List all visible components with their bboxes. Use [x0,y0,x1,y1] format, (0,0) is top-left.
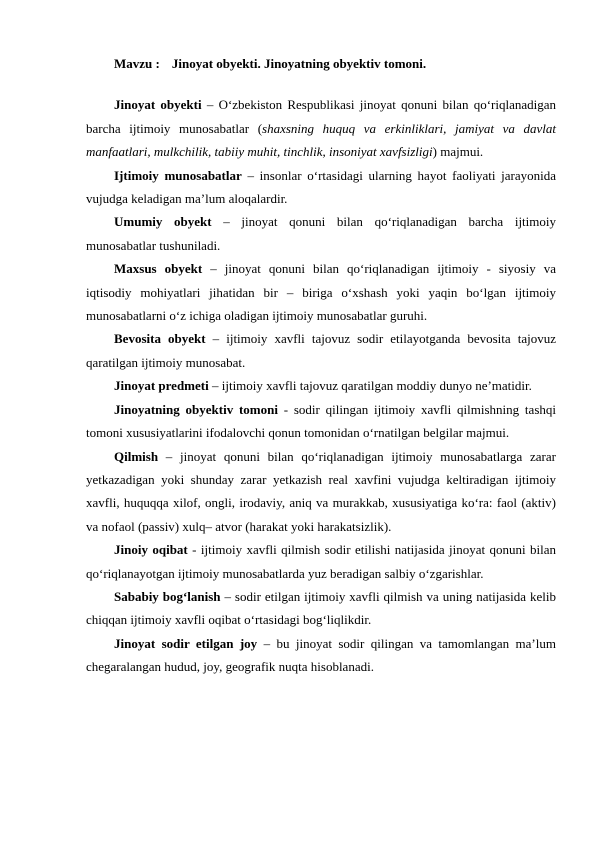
topic-title: Jinoyat obyekti. Jinoyatning obyektiv tomoni. [171,56,427,71]
definition-text: – insonlar o‘rtasidagi ularning hayot faoliyati jarayonida vujudga keladigan ma’lum aloqalardir. [86,167,557,207]
definition-term: Bevosita obyekt [114,331,206,347]
definition-term: Maxsus obyekt [114,261,203,277]
definition-term: Jinoyat obyekti [114,97,202,113]
definition-term: Jinoyat sodir etilgan joy [114,635,258,651]
topic-heading [86,52,556,75]
definition-term: Umumiy obyekt [114,214,212,230]
definition-term: Ijtimoiy munosabatlar [114,167,242,183]
definition-text: – jinoyat qonuni bilan qo‘riqlanadigan ijtimoiy - siyosiy va iqtisodiy mohiyatlari jihatidan bir – biriga o‘xshash yoki yaqin bo‘lgan ijtimoiy munosabatlarni o‘z ichiga oladigan ijtimoiy munosabatlar guruhi. [86,261,556,324]
definition-paragraph [86,585,556,632]
definition-text: – ijtimoiy xavfli tajovuz qaratilgan moddiy dunyo ne’matidir. [208,378,532,394]
definition-italic-list: shaxsning huquq va erkinliklari, jamiyat va davlat manfaatlari, mulkchilik, tabiiy muhit, tinchlik, insoniyat xavfsizligi [86,120,556,160]
definition-paragraph [86,398,556,445]
definition-text: – O‘zbekiston Respublikasi jinoyat qonuni bilan qo‘riqlanadigan barcha ijtimoiy munosabatlar ( [86,97,556,136]
definition-paragraph [86,374,556,397]
definition-text: – bu jinoyat sodir qilingan va tamomlangan ma’lum chegaralangan hudud, joy, geografik nuqta hisoblanadi. [86,635,556,675]
definition-term: Jinoyat predmeti [114,378,209,394]
definition-term: Qilmish [114,448,159,464]
definition-term: Sababiy bog‘lanish [114,588,221,604]
definition-paragraph [86,327,556,374]
definition-term: Jinoiy oqibat [114,542,188,558]
definition-paragraph [86,210,556,257]
definition-text-end: ) majmui. [432,144,484,160]
definition-text: – jinoyat qonuni bilan qo‘riqlanadigan barcha ijtimoiy munosabatlar tushuniladi. [86,214,557,253]
definition-text: – ijtimoiy xavfli tajovuz sodir etilayotganda bevosita tajovuz qaratilgan ijtimoiy munosabat. [86,331,557,370]
topic-label: Mavzu : [114,56,160,71]
definition-text: – jinoyat qonuni bilan qo‘riqlanadigan ijtimoiy munosabatlarga zarar yetkazadigan yoki shunday zarar yetkazish real xavfini vujudga keltiradigan ijtimoiy xavfli, huquqqa xilof, ongli, irodaviy, aniq va murakkab, xususiyatiga ko‘ra: faol (aktiv) va nofaol (passiv) xulq– atvor (harakat yoki harakatsizlik). [86,448,556,534]
definition-paragraph [86,93,556,163]
definition-paragraph [86,632,556,679]
definition-text: – sodir etilgan ijtimoiy xavfli qilmish va uning natijasida kelib chiqqan ijtimoiy xavfli oqibat o‘rtasidagi bog‘liqlikdir. [86,588,556,628]
definition-paragraph [86,538,556,585]
definition-text: - sodir qilingan ijtimoiy xavfli qilmishning tashqi tomoni xususiyatlarini ifodalovchi qonun tomonidan o‘rnatilgan belgilar majmui. [86,401,556,441]
document-page [86,52,556,679]
definition-paragraph [86,445,556,539]
definition-text: - ijtimoiy xavfli qilmish sodir etilishi natijasida jinoyat qonuni bilan qo‘riqlanayotgan ijtimoiy munosabatlarda yuz beradigan salbiy o‘zgarishlar. [86,542,557,581]
definition-term: Jinoyatning obyektiv tomoni [114,401,278,417]
definition-paragraph [86,257,556,327]
definition-paragraph [86,164,556,211]
